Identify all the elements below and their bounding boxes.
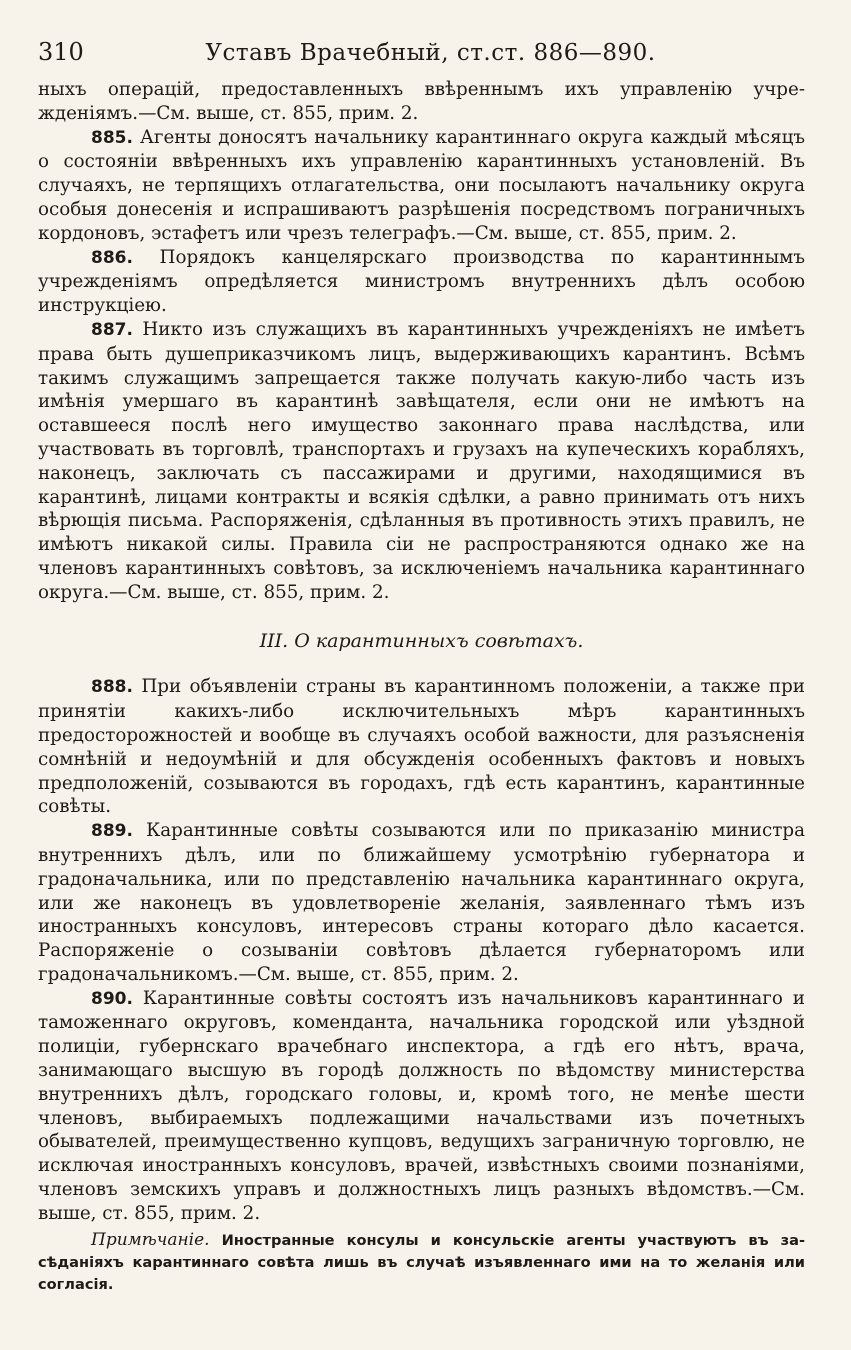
- article-number: 887.: [91, 319, 133, 340]
- page-body: [38, 78, 805, 1296]
- section-title: III. О карантинныхъ совѣтахъ.: [259, 629, 584, 652]
- article-number: 888.: [91, 677, 133, 698]
- article-889: [38, 819, 805, 987]
- article-text: Карантинные совѣты созываются или по приказанію министра внутреннихъ дѣлъ, или по ближайшему усмотрѣнію губернатора и градоначальника, или по представленію начальника карантиннаго округа, или же наконецъ въ удовлетвореніе желанія, заявленнаго тѣмъ изъ иностранныхъ консуловъ, интересовъ страны котораго дѣло касается. Распоряженіе о созываніи совѣтовъ дѣлается губернаторомъ или градоначальникомъ.—См. выше, ст. 855, прим. 2.: [38, 820, 805, 985]
- article-888: [38, 675, 805, 819]
- article-text: Никто изъ служащихъ въ карантинныхъ учрежденіяхъ не имѣетъ права быть душеприказчикомъ лицъ, выдерживающихъ карантинъ. Всѣмъ такимъ служащимъ запрещается также получать какую-либо часть изъ имѣнія умершаго въ карантинѣ завѣщателя, если они не имѣютъ на оставшееся послѣ него имущество законнаго права наслѣдства, или участвовать въ торговлѣ, транспортахъ и грузахъ на купеческихъ корабляхъ, наконецъ, заключать съ пассажирами и другими, находящимися въ карантинѣ, лицами контракты и всякія сдѣлки, а равно принимать отъ нихъ вѣрющія письма. Распоряженія, сдѣланныя въ противность этихъ правилъ, не имѣютъ никакой силы. Правила сіи не распространяются однако же на членовъ карантинныхъ совѣтовъ, за исключеніемъ начальника карантиннаго округа.—См. выше, ст. 855, прим. 2.: [38, 318, 805, 603]
- footnote: [38, 1229, 805, 1296]
- article-887: [38, 318, 805, 605]
- page-header: [38, 38, 805, 78]
- article-text: Агенты доносятъ начальнику карантиннаго округа каждый мѣсяцъ о состояніи ввѣренныхъ ихъ управленію карантинныхъ установленій. Въ случаяхъ, не терпящихъ отлагательства, они посылаютъ начальнику округа особыя донесенія и испрашиваютъ разрѣшенія посредствомъ пограничныхъ кордоновъ, эстафетъ или чрезъ телеграфъ.—См. выше, ст. 855, прим. 2.: [38, 126, 805, 244]
- running-title: Уставъ Врачебный, ст.ст. 886—890.: [205, 40, 656, 66]
- article-number: 885.: [91, 127, 133, 148]
- page-number: 310: [38, 38, 84, 66]
- note-label: Примѣчаніе.: [91, 1229, 210, 1250]
- article-text: При объявленіи страны въ карантинномъ положеніи, а также при принятіи какихъ-либо исключительныхъ мѣръ карантинныхъ предосторожностей и вообще въ случаяхъ особой важности, для разъясненія сомнѣній и недоумѣній и для обсужденія особенныхъ фактовъ и новыхъ предположеній, созываются въ городахъ, гдѣ есть карантинъ, карантинные совѣты.: [38, 676, 805, 818]
- article-885: [38, 126, 805, 246]
- note-text: Иностранные консулы и консульскіе агенты участвуютъ въ засѣданіяхъ карантиннаго совѣта лишь въ случаѣ изъявленнаго ими на то желанія или согласія.: [38, 1231, 805, 1293]
- article-number: 889.: [91, 821, 133, 842]
- article-text: Порядокъ канцелярскаго производства по карантиннымъ учрежденіямъ опредѣляется министромъ внутреннихъ дѣлъ особою инструкціею.: [38, 246, 805, 317]
- article-text: Карантинные совѣты состоятъ изъ начальниковъ карантиннаго и таможеннаго округовъ, коменданта, начальника городской или уѣздной полиціи, губернскаго врачебнаго инспектора, а гдѣ его нѣтъ, врача, занимающаго высшую въ городѣ должность по вѣдомству министерства внутреннихъ дѣлъ, городскаго головы, и, кромѣ того, не менѣе шести членовъ, выбираемыхъ подлежащими начальствами изъ почетныхъ обывателей, преимущественно купцовъ, ведущихъ заграничную торговлю, не исключая иностранныхъ консуловъ, врачей, извѣстныхъ своими познаніями, членовъ земскихъ управъ и должностныхъ лицъ разныхъ вѣдомствъ.—См. выше, ст. 855, прим. 2.: [38, 987, 805, 1224]
- article-number: 886.: [91, 247, 133, 268]
- article-number: 890.: [91, 988, 133, 1009]
- article-886: [38, 246, 805, 318]
- continuation-paragraph: ныхъ операцій, предоставленныхъ ввѣреннымъ ихъ управленію учрежденіямъ.—См. выше, ст. 855, прим. 2.: [38, 79, 805, 124]
- article-890: [38, 987, 805, 1226]
